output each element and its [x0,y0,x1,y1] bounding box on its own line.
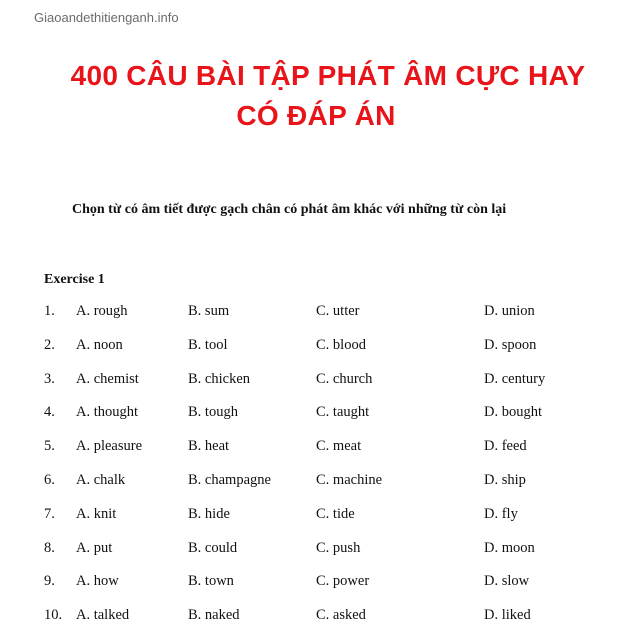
option-a: A. how [76,573,119,590]
option-a: A. noon [76,336,123,353]
option-c: C. power [316,573,370,590]
option-b: B. naked [188,607,240,624]
option-c: C. asked [316,607,366,624]
option-a: A. chemist [76,370,139,387]
question-row [0,404,640,438]
option-d: D. union [484,303,535,319]
question-number: 2. [44,336,55,353]
option-c: C. machine [316,471,383,488]
option-c: C. blood [316,336,366,353]
option-b: B. town [188,573,234,590]
option-c: C. church [316,370,373,387]
option-a: A. pleasure [76,438,143,455]
question-row [0,607,640,641]
option-b: B. heat [188,438,230,455]
question-number: 1. [44,303,55,319]
site-watermark: Giaoandethitienganh.info [34,10,179,25]
option-c: C. utter [316,303,360,319]
option-c: C. meat [316,438,362,455]
option-b: B. sum [188,303,230,319]
option-a: A. knit [76,505,117,522]
question-list [0,303,640,641]
option-d: D. ship [484,471,526,488]
option-a: A. thought [76,404,139,421]
option-c: C. taught [316,404,370,421]
option-a: A. chalk [76,471,126,488]
question-row [0,438,640,472]
page-title-line-2: CÓ ĐÁP ÁN [236,100,396,131]
instruction-text: Chọn từ có âm tiết được gạch chân có phát âm khác với những từ còn lại [72,202,507,217]
question-row [0,506,640,540]
option-c: C. push [316,539,361,556]
option-d: D. slow [484,573,530,590]
option-b: B. tool [188,336,228,353]
question-number: 8. [44,539,55,556]
option-d: D. spoon [484,336,537,353]
option-b: B. champagne [188,471,271,488]
question-number: 9. [44,573,55,590]
question-number: 10. [44,607,63,624]
option-d: D. century [484,370,546,387]
question-row [0,540,640,574]
exercise-title: Exercise 1 [44,272,105,287]
option-d: D. fly [484,505,518,522]
question-number: 3. [44,370,55,387]
question-number: 7. [44,505,55,522]
question-row [0,303,640,337]
option-b: B. chicken [188,370,251,387]
page-title-line-1: 400 CÂU BÀI TẬP PHÁT ÂM CỰC HAY [70,60,586,91]
question-row [0,472,640,506]
question-row [0,573,640,607]
option-b: B. could [188,539,238,556]
question-number: 4. [44,404,55,421]
option-b: B. tough [188,404,238,421]
option-a: A. rough [76,303,128,319]
option-d: D. feed [484,438,527,455]
option-d: D. moon [484,539,535,556]
option-d: D. bought [484,404,542,421]
option-b: B. hide [188,505,230,522]
question-row [0,337,640,371]
option-d: D. liked [484,607,531,624]
option-c: C. tide [316,505,355,522]
question-number: 5. [44,438,55,455]
option-a: A. put [76,539,113,556]
question-row [0,371,640,405]
question-number: 6. [44,471,55,488]
option-a: A. talked [76,607,130,624]
